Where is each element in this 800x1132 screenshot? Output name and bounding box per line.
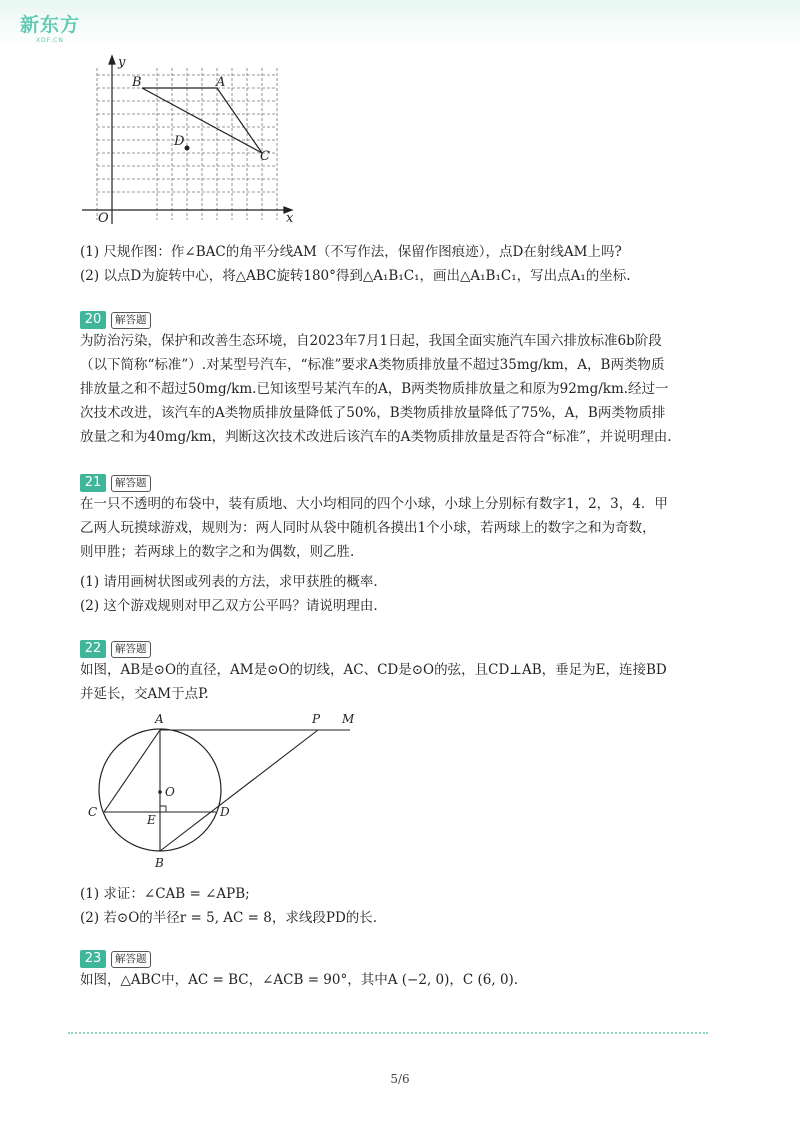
footer-divider <box>68 1032 708 1034</box>
chord-ac <box>104 730 160 812</box>
q20-type-badge: 解答题 <box>111 312 151 329</box>
q22-text-line: 如图，AB是⊙O的直径，AM是⊙O的切线，AC、CD是⊙O的弦，且CD⊥AB，垂足为E，连接BD <box>80 662 667 678</box>
q22-part1: (1) 求证：∠CAB = ∠APB; <box>80 886 250 902</box>
point-d <box>185 146 190 151</box>
q20-number-badge: 20 <box>80 311 106 329</box>
center-point-o <box>158 790 162 794</box>
origin-label: O <box>98 211 109 226</box>
q20-header <box>80 311 151 329</box>
header-band <box>0 0 800 48</box>
q22-number-badge: 22 <box>80 640 106 658</box>
q19-part1: (1) 尺规作图：作∠BAC的角平分线AM（不写作法，保留作图痕迹），点D在射线AM上吗? <box>80 244 622 260</box>
x-axis-label: x <box>286 211 294 226</box>
q22-part2: (2) 若⊙O的半径r = 5, AC = 8，求线段PD的长. <box>80 910 378 926</box>
right-angle-mark <box>160 806 166 812</box>
q21-type-badge: 解答题 <box>111 475 151 492</box>
label-b: B <box>155 856 164 870</box>
label-m: M <box>342 712 355 726</box>
q23-number-badge: 23 <box>80 950 106 968</box>
q20-text-line: 次技术改进，该汽车的A类物质排放量降低了50%，B类物质排放量降低了75%，A，B两类物质排 <box>80 405 666 421</box>
label-c: C <box>260 149 270 164</box>
q21-text-line: 乙两人玩摸球游戏，规则为：两人同时从袋中随机各摸出1个小球，若两球上的数字之和为奇数， <box>80 520 656 536</box>
q20-text-line: 为防治污染，保护和改善生态环境，自2023年7月1日起，我国全面实施汽车国六排放标准6b阶段 <box>80 333 662 349</box>
y-axis-arrow <box>109 56 115 64</box>
q22-header <box>80 640 151 658</box>
q21-header <box>80 474 151 492</box>
q23-text-line: 如图，△ABC中，AC = BC，∠ACB = 90°，其中A (−2, 0)，C (6, 0). <box>80 972 519 988</box>
label-d: D <box>174 134 185 149</box>
q21-part2: (2) 这个游戏规则对甲乙双方公平吗？请说明理由. <box>80 598 378 614</box>
q21-text-line: 则甲胜；若两球上的数字之和为偶数，则乙胜. <box>80 544 355 560</box>
q22-text-line: 并延长，交AM于点P. <box>80 686 209 702</box>
q19-part2: (2) 以点D为旋转中心，将△ABC旋转180°得到△A₁B₁C₁，画出△A₁B₁C₁，写出点A₁的坐标. <box>80 268 631 284</box>
label-a: A <box>155 712 164 726</box>
y-axis-label: y <box>118 55 126 70</box>
q21-number-badge: 21 <box>80 474 106 492</box>
q23-header <box>80 950 151 968</box>
q22-circle-figure <box>84 708 374 872</box>
q20-text-line: 放量之和为40mg/km，判断这次技术改进后该汽车的A类物质排放量是否符合“标准”，并说明理由. <box>80 429 672 445</box>
label-p: P <box>312 712 321 726</box>
line-bp <box>160 730 318 851</box>
q20-text-line: 排放量之和不超过50mg/km.已知该型号某汽车的A，B两类物质排放量之和原为92mg/km.经过一 <box>80 381 669 397</box>
q21-part1: (1) 请用画树状图或列表的方法，求甲获胜的概率. <box>80 574 378 590</box>
logo-sub-text: XDF.CN <box>36 37 64 44</box>
q19-grid-figure <box>76 52 308 228</box>
label-c: C <box>88 805 98 819</box>
label-b: B <box>132 75 142 90</box>
page-number: 5/6 <box>390 1072 410 1086</box>
label-d: D <box>220 805 230 819</box>
label-o: O <box>165 785 175 799</box>
q22-type-badge: 解答题 <box>111 641 151 658</box>
q23-type-badge: 解答题 <box>111 951 151 968</box>
logo-main-text: 新东方 <box>20 14 81 36</box>
label-e: E <box>147 813 156 827</box>
q20-text-line: （以下简称“标准”）.对某型号汽车，“标准”要求A类物质排放量不超过35mg/km，A，B两类物质 <box>80 357 665 373</box>
q21-text-line: 在一只不透明的布袋中，装有质地、大小均相同的四个小球，小球上分别标有数字1，2，3，4．甲 <box>80 496 668 512</box>
xdf-logo <box>20 10 80 44</box>
label-a: A <box>216 75 226 90</box>
